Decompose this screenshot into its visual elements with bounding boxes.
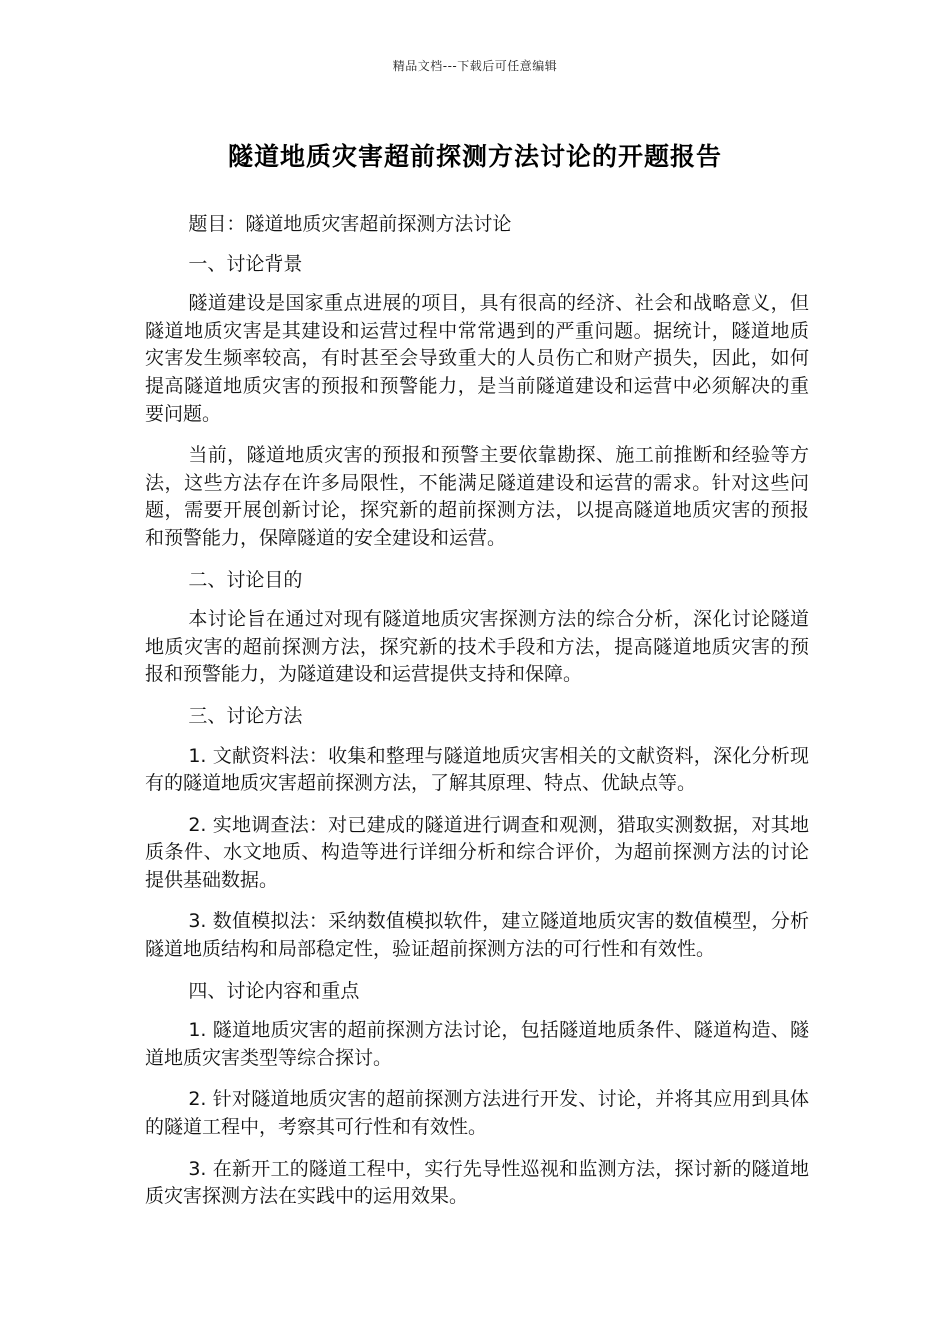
document-body bbox=[145, 211, 809, 1225]
section-heading-purpose: 二、讨论目的 bbox=[188, 568, 303, 591]
method-item-literature: 1. 文献资料法：收集和整理与隧道地质灾害相关的文献资料，深化分析现有的隧道地质灾害超前探测方法，了解其原理、特点、优缺点等。 bbox=[145, 744, 809, 795]
purpose-paragraph: 本讨论旨在通过对现有隧道地质灾害探测方法的综合分析，深化讨论隧道地质灾害的超前探测方法，探究新的技术手段和方法，提高隧道地质灾害的预报和预警能力，为隧道建设和运营提供支持和保障。 bbox=[145, 608, 809, 686]
background-paragraph-1: 隧道建设是国家重点进展的项目，具有很高的经济、社会和战略意义，但隧道地质灾害是其建设和运营过程中常常遇到的严重问题。据统计，隧道地质灾害发生频率较高，有时甚至会导致重大的人员伤亡和财产损失，因此，如何提高隧道地质灾害的预报和预警能力，是当前隧道建设和运营中必须解决的重要问题。 bbox=[145, 292, 809, 425]
section-heading-background: 一、讨论背景 bbox=[188, 252, 303, 275]
header-note: 精品文档---下载后可任意编辑 bbox=[392, 59, 558, 73]
method-item-field-survey: 2. 实地调查法：对已建成的隧道进行调查和观测，猎取实测数据，对其地质条件、水文地质、构造等进行详细分析和综合评价，为超前探测方法的讨论提供基础数据。 bbox=[145, 813, 809, 891]
section-heading-methods: 三、讨论方法 bbox=[188, 704, 303, 727]
content-item-2: 2. 针对隧道地质灾害的超前探测方法进行开发、讨论，并将其应用到具体的隧道工程中，考察其可行性和有效性。 bbox=[145, 1088, 809, 1139]
topic-line: 题目：隧道地质灾害超前探测方法讨论 bbox=[188, 213, 512, 235]
content-item-3: 3. 在新开工的隧道工程中，实行先导性巡视和监测方法，探讨新的隧道地质灾害探测方法在实践中的运用效果。 bbox=[145, 1157, 809, 1208]
document-title: 隧道地质灾害超前探测方法讨论的开题报告 bbox=[227, 142, 722, 171]
method-item-numerical-simulation: 3. 数值模拟法：采纳数值模拟软件，建立隧道地质灾害的数值模型，分析隧道地质结构和局部稳定性，验证超前探测方法的可行性和有效性。 bbox=[145, 910, 809, 961]
content-item-1: 1. 隧道地质灾害的超前探测方法讨论，包括隧道地质条件、隧道构造、隧道地质灾害类型等综合探讨。 bbox=[145, 1019, 809, 1069]
background-paragraph-2: 当前，隧道地质灾害的预报和预警主要依靠勘探、施工前推断和经验等方法，这些方法存在许多局限性，不能满足隧道建设和运营的需求。针对这些问题，需要开展创新讨论，探究新的超前探测方法，以提高隧道地质灾害的预报和预警能力，保障隧道的安全建设和运营。 bbox=[145, 444, 809, 549]
section-heading-content: 四、讨论内容和重点 bbox=[188, 979, 360, 1002]
